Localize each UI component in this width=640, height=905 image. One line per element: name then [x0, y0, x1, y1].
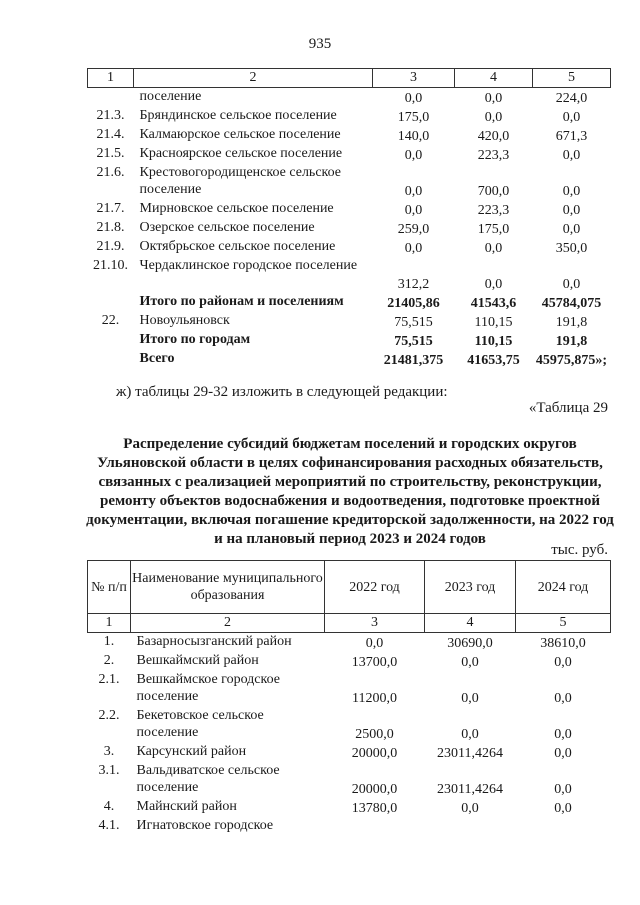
table-row — [88, 145, 611, 164]
value-col3: 2500,0 — [355, 727, 394, 742]
row-number: 3.1. — [98, 763, 120, 778]
value-col3: 0,0 — [404, 184, 423, 199]
row-number: 21.6. — [96, 165, 125, 180]
value-col4: 110,15 — [474, 315, 513, 330]
value-col4: 30690,0 — [447, 636, 493, 651]
col-num-3: 3 — [325, 614, 425, 633]
row-name: Всего — [139, 351, 175, 366]
value-col4: 223,3 — [477, 203, 510, 218]
value-col5: 0,0 — [562, 148, 581, 163]
table-row — [88, 219, 611, 238]
value-col4: 110,15 — [474, 334, 513, 349]
table-row — [88, 817, 611, 836]
table-row — [88, 671, 611, 707]
value-col5: 45975,875»; — [535, 353, 608, 368]
row-number: 21.5. — [96, 146, 125, 161]
col-header-4: 4 — [455, 69, 533, 88]
value-col4: 700,0 — [477, 184, 510, 199]
row-number: 21.4. — [96, 127, 125, 142]
value-col4: 23011,4264 — [437, 746, 503, 761]
value-col3: 0,0 — [404, 241, 423, 256]
table-row — [88, 293, 611, 312]
row-name: Игнатовское городское — [136, 818, 274, 833]
value-col4: 0,0 — [484, 277, 503, 292]
col-num-2: 2 — [131, 614, 325, 633]
value-col3: 75,515 — [394, 334, 433, 349]
value-col5: 38610,0 — [540, 636, 586, 651]
value-col5: 0,0 — [562, 184, 581, 199]
column-numbering-row — [88, 614, 611, 633]
row-number — [88, 331, 134, 350]
value-col4: 41653,75 — [467, 353, 520, 368]
units-label: тыс. руб. — [551, 542, 608, 558]
row-number — [88, 88, 134, 108]
value-col3: 20000,0 — [351, 782, 398, 797]
row-number — [88, 293, 134, 312]
col-header-number: № п/п — [88, 561, 131, 614]
value-col3: 75,515 — [394, 315, 433, 330]
value-col3: 21481,375 — [383, 353, 444, 368]
row-name: Базарносызганский район — [136, 634, 292, 649]
table-row — [88, 707, 611, 743]
value-col4 — [425, 817, 516, 836]
row-name: Озерское сельское поселение — [139, 220, 315, 235]
table-label: «Таблица 29 — [528, 400, 608, 416]
table-row — [88, 200, 611, 219]
row-number: 21.10. — [93, 258, 128, 273]
value-col5: 0,0 — [554, 727, 572, 742]
table-header-row — [88, 69, 611, 88]
row-number: 3. — [103, 744, 115, 759]
value-col3: 0,0 — [404, 91, 423, 106]
value-col3 — [325, 817, 425, 836]
value-col5: 0,0 — [554, 801, 572, 816]
value-col5: 45784,075 — [541, 296, 602, 311]
table-row — [88, 312, 611, 331]
value-col5: 0,0 — [554, 655, 572, 670]
row-name: Чердаклинское городское поселение — [139, 258, 358, 273]
col-num-4: 4 — [425, 614, 516, 633]
col-header-5: 5 — [533, 69, 611, 88]
value-col5: 191,8 — [555, 315, 588, 330]
row-name: Крестовогородищенское сельское поселение — [139, 165, 342, 197]
table-row — [88, 257, 611, 293]
value-col5: 0,0 — [554, 746, 572, 761]
row-number: 4.1. — [98, 818, 120, 833]
row-name: Вешкаймский район — [136, 653, 259, 668]
value-col3: 0,0 — [404, 148, 423, 163]
value-col5: 0,0 — [554, 691, 572, 706]
row-number: 4. — [103, 799, 115, 814]
col-header-2024: 2024 год — [516, 561, 611, 614]
value-col4: 175,0 — [477, 222, 510, 237]
col-num-1: 1 — [88, 614, 131, 633]
table-row — [88, 107, 611, 126]
row-number: 2.2. — [98, 708, 120, 723]
table-row — [88, 238, 611, 257]
value-col5 — [516, 817, 611, 836]
table-row — [88, 126, 611, 145]
col-header-2: 2 — [134, 69, 373, 88]
value-col4: 0,0 — [461, 727, 479, 742]
row-name: Красноярское сельское поселение — [139, 146, 343, 161]
value-col5: 0,0 — [562, 222, 581, 237]
row-name: Карсунский район — [136, 744, 247, 759]
row-name: Итого по районам и поселениям — [139, 294, 344, 309]
row-name: Майнский район — [136, 799, 237, 814]
value-col3: 312,2 — [397, 277, 430, 292]
col-header-name: Наименование муниципального образования — [131, 561, 325, 614]
value-col5: 0,0 — [554, 782, 572, 797]
row-number: 21.3. — [96, 108, 125, 123]
value-col4: 0,0 — [484, 110, 503, 125]
table-row — [88, 633, 611, 653]
value-col4: 0,0 — [461, 801, 479, 816]
row-name: Калмаюрское сельское поселение — [139, 127, 341, 142]
value-col3: 140,0 — [397, 129, 430, 144]
row-name: Бряндинское сельское поселение — [139, 108, 337, 123]
value-col3: 11200,0 — [352, 691, 397, 706]
value-col3: 259,0 — [397, 222, 430, 237]
row-number: 21.9. — [96, 239, 125, 254]
row-name: Мирновское сельское поселение — [139, 201, 334, 216]
value-col3: 13780,0 — [351, 801, 398, 816]
row-number: 2.1. — [98, 672, 120, 687]
row-number: 21.8. — [96, 220, 125, 235]
amendment-paragraph: ж) таблицы 29-32 изложить в следующей редакции: — [116, 384, 448, 400]
value-col3: 21405,86 — [387, 296, 440, 311]
table-row — [88, 164, 611, 200]
row-name: Новоульяновск — [139, 313, 230, 328]
row-name: Октябрьское сельское поселение — [139, 239, 336, 254]
value-col3: 0,0 — [404, 203, 423, 218]
table-row — [88, 798, 611, 817]
value-col3: 13700,0 — [351, 655, 398, 670]
row-number: 1. — [103, 634, 115, 649]
row-number — [88, 350, 134, 369]
value-col3: 0,0 — [365, 636, 384, 651]
col-header-1: 1 — [88, 69, 134, 88]
row-name: Итого по городам — [139, 332, 251, 347]
table-header-row — [88, 561, 611, 614]
value-col5: 191,8 — [555, 334, 588, 349]
page-number: 935 — [308, 36, 332, 52]
table-row — [88, 350, 611, 369]
col-header-3: 3 — [373, 69, 455, 88]
value-col3: 175,0 — [397, 110, 430, 125]
col-num-5: 5 — [516, 614, 611, 633]
value-col5: 350,0 — [555, 241, 588, 256]
table-row — [88, 88, 611, 108]
row-number: 21.7. — [96, 201, 125, 216]
value-col5: 0,0 — [562, 110, 581, 125]
row-number: 22. — [101, 313, 120, 328]
row-name: поселение — [139, 89, 202, 104]
row-number: 2. — [103, 653, 115, 668]
value-col4: 41543,6 — [470, 296, 517, 311]
value-col4: 0,0 — [461, 655, 479, 670]
col-header-2022: 2022 год — [325, 561, 425, 614]
row-name: Вальдиватское сельское поселение — [136, 763, 280, 795]
value-col4: 0,0 — [484, 241, 503, 256]
value-col4: 0,0 — [484, 91, 503, 106]
value-col4: 420,0 — [477, 129, 510, 144]
value-col5: 0,0 — [562, 277, 581, 292]
col-header-2023: 2023 год — [425, 561, 516, 614]
table-row — [88, 762, 611, 798]
value-col5: 224,0 — [555, 91, 588, 106]
value-col5: 671,3 — [555, 129, 588, 144]
table-row — [88, 331, 611, 350]
value-col5: 0,0 — [562, 203, 581, 218]
subsidy-table — [87, 560, 611, 836]
value-col4: 23011,4264 — [437, 782, 503, 797]
table-row — [88, 652, 611, 671]
table-row — [88, 743, 611, 762]
value-col4: 223,3 — [477, 148, 510, 163]
value-col4: 0,0 — [461, 691, 479, 706]
table-continuation — [87, 68, 611, 369]
row-name: Бекетовское сельское поселение — [136, 708, 264, 740]
row-name: Вешкаймское городское поселение — [136, 672, 280, 704]
value-col3: 20000,0 — [351, 746, 398, 761]
table-title: Распределение субсидий бюджетам поселений и городских округов Ульяновской области в целях софинансирования расходных обязательств, связанных с реализацией мероприятий по строительству, реконструкции, ремонту объектов водоснабжения и водоотведения, подготовке проектной документации, включая погашение кредиторской задолженности, на 2022 год и на плановый период 2023 и 2024 годов — [86, 436, 614, 547]
